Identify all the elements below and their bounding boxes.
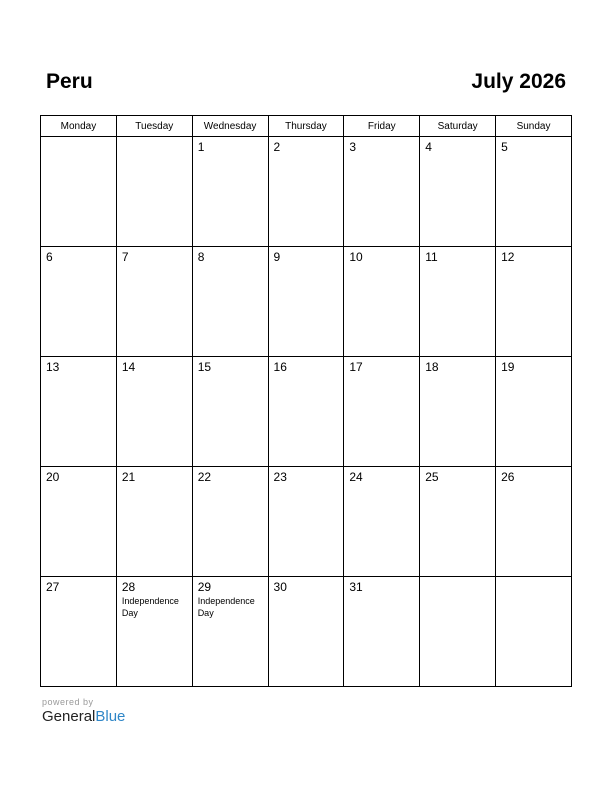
day-number: 3 xyxy=(349,140,357,154)
day-cell xyxy=(344,137,420,247)
day-number: 16 xyxy=(273,360,287,374)
day-number: 8 xyxy=(197,250,205,264)
day-number: 17 xyxy=(349,360,363,374)
day-cell xyxy=(41,247,117,357)
country-title: Peru xyxy=(46,70,93,93)
calendar-body xyxy=(41,137,572,687)
holiday-label: Independence Day xyxy=(121,596,179,618)
day-cell xyxy=(116,577,192,687)
day-number: 12 xyxy=(501,250,515,264)
day-cell xyxy=(268,577,344,687)
day-number: 15 xyxy=(197,360,212,374)
day-number: 23 xyxy=(273,470,287,484)
empty-day-cell xyxy=(41,137,117,247)
holiday-label: Independence Day xyxy=(197,596,255,618)
day-cell xyxy=(268,137,344,247)
day-number: 18 xyxy=(425,360,439,374)
day-number: 21 xyxy=(121,470,136,484)
powered-by-text: powered by xyxy=(42,697,94,707)
brand-logo xyxy=(42,708,125,725)
day-cell xyxy=(192,357,268,467)
day-number: 13 xyxy=(46,360,60,374)
day-cell xyxy=(116,247,192,357)
empty-day-cell xyxy=(496,577,572,687)
day-number: 4 xyxy=(425,140,432,154)
day-cell xyxy=(41,577,117,687)
weekday-friday: Friday xyxy=(344,116,420,137)
day-number: 26 xyxy=(501,470,515,484)
brand-blue: Blue xyxy=(95,708,126,725)
day-number: 27 xyxy=(46,580,60,594)
day-number: 22 xyxy=(197,470,212,484)
day-number: 29 xyxy=(197,580,212,594)
week-row xyxy=(41,467,572,577)
day-cell xyxy=(41,357,117,467)
day-number: 7 xyxy=(121,250,129,264)
weekday-monday: Monday xyxy=(41,116,117,137)
day-number: 19 xyxy=(501,360,515,374)
day-cell xyxy=(41,467,117,577)
day-number: 5 xyxy=(501,140,508,154)
day-number: 9 xyxy=(273,250,281,264)
day-number: 14 xyxy=(121,360,136,374)
day-cell xyxy=(496,137,572,247)
weekday-header-row xyxy=(41,116,572,137)
day-number: 25 xyxy=(425,470,439,484)
day-cell xyxy=(420,137,496,247)
day-number: 2 xyxy=(273,140,281,154)
day-cell xyxy=(420,247,496,357)
day-number: 30 xyxy=(273,580,287,594)
weekday-sunday: Sunday xyxy=(496,116,572,137)
day-number: 20 xyxy=(46,470,60,484)
day-cell xyxy=(268,357,344,467)
weekday-thursday: Thursday xyxy=(268,116,344,137)
day-number: 10 xyxy=(349,250,363,264)
day-cell xyxy=(344,247,420,357)
day-cell xyxy=(344,357,420,467)
weekday-tuesday: Tuesday xyxy=(116,116,192,137)
brand-general: General xyxy=(42,708,96,725)
empty-day-cell xyxy=(116,137,192,247)
day-cell xyxy=(192,247,268,357)
day-cell xyxy=(192,137,268,247)
month-year-title: July 2026 xyxy=(471,70,566,93)
day-cell xyxy=(268,247,344,357)
day-number: 28 xyxy=(121,580,136,594)
footer-branding xyxy=(42,697,125,725)
day-number: 1 xyxy=(197,140,205,154)
week-row xyxy=(41,247,572,357)
day-cell xyxy=(344,467,420,577)
week-row xyxy=(41,137,572,247)
day-number: 24 xyxy=(349,470,363,484)
day-cell xyxy=(344,577,420,687)
day-cell xyxy=(496,467,572,577)
empty-day-cell xyxy=(420,577,496,687)
weekday-wednesday: Wednesday xyxy=(192,116,268,137)
day-cell xyxy=(116,467,192,577)
week-row xyxy=(41,577,572,687)
day-cell xyxy=(496,247,572,357)
week-row xyxy=(41,357,572,467)
day-cell xyxy=(496,357,572,467)
day-cell xyxy=(268,467,344,577)
day-cell xyxy=(420,357,496,467)
day-cell xyxy=(420,467,496,577)
calendar-grid xyxy=(40,115,572,687)
day-cell xyxy=(192,577,268,687)
day-cell xyxy=(116,357,192,467)
day-cell xyxy=(192,467,268,577)
day-number: 6 xyxy=(46,250,53,264)
day-number: 11 xyxy=(425,250,438,264)
weekday-saturday: Saturday xyxy=(420,116,496,137)
day-number: 31 xyxy=(349,580,363,594)
